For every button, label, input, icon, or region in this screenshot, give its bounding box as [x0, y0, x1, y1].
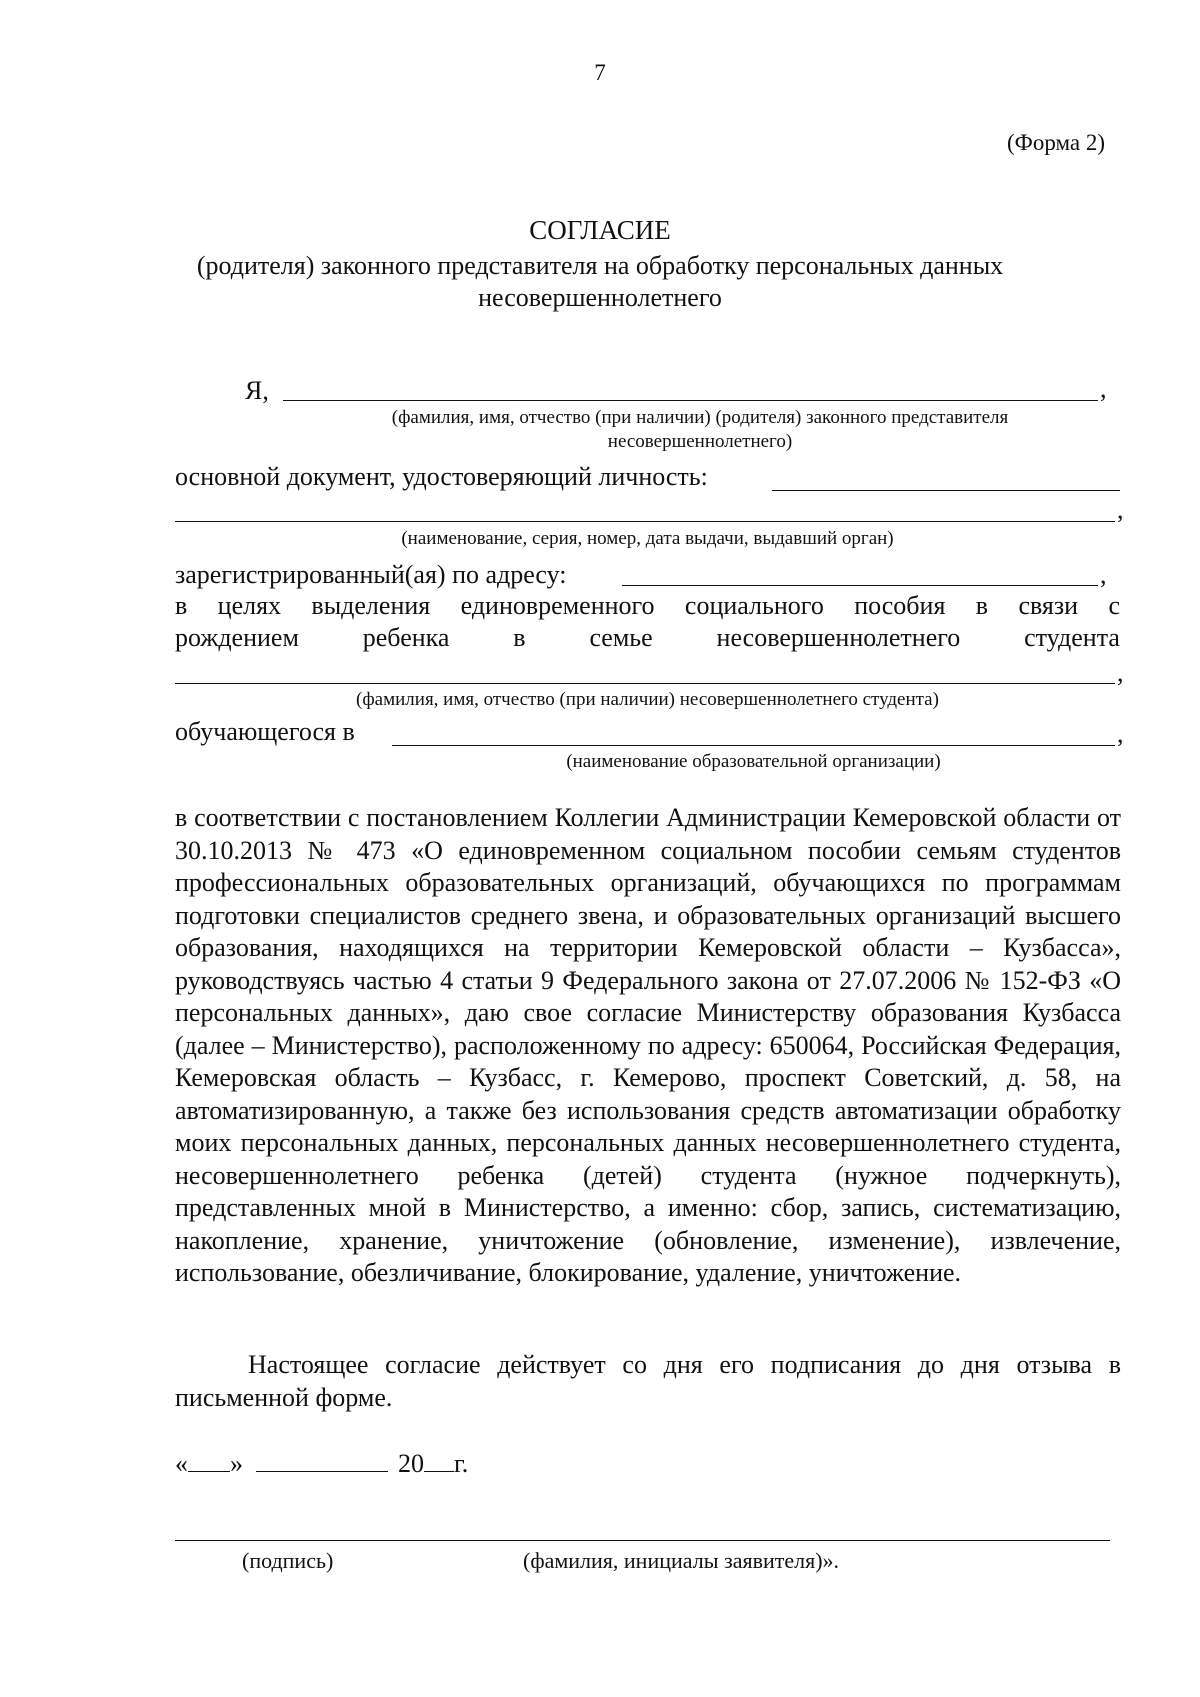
purpose-word: в — [513, 623, 526, 652]
address-field[interactable] — [622, 585, 1098, 586]
purpose-word: ребенка — [362, 623, 450, 652]
purpose-word: целях — [217, 591, 282, 620]
purpose-word: с — [1108, 591, 1120, 620]
document-subtitle — [150, 250, 1050, 314]
quote-open: « — [175, 1449, 188, 1478]
i-label: Я, — [245, 376, 269, 405]
year-field[interactable] — [424, 1449, 454, 1472]
document-field-1[interactable] — [772, 490, 1120, 491]
purpose-word: пособия — [854, 591, 946, 620]
representative-name-caption — [270, 406, 1130, 454]
purpose-line-2 — [175, 622, 1120, 654]
month-field[interactable] — [256, 1449, 388, 1472]
comma: , — [1100, 374, 1107, 403]
address-label: зарегистрированный(ая) по адресу: — [175, 560, 567, 589]
comma: , — [1117, 495, 1124, 524]
document-title: СОГЛАСИЕ — [529, 215, 671, 245]
purpose-word: студента — [1024, 623, 1120, 652]
purpose-word: в — [175, 591, 188, 620]
purpose-word: выделения — [311, 591, 431, 620]
comma: , — [1100, 560, 1107, 589]
year-prefix: 20 — [398, 1449, 424, 1478]
purpose-word: семье — [589, 623, 653, 652]
form-label: (Форма 2) — [1007, 130, 1105, 155]
caption-line: несовершеннолетнего) — [607, 431, 793, 452]
subtitle-line-2: несовершеннолетнего — [478, 283, 722, 312]
purpose-word: несовершеннолетнего — [716, 623, 961, 652]
comma: , — [1117, 719, 1124, 748]
education-organization-field[interactable] — [392, 745, 1115, 746]
validity-paragraph: Настоящее согласие действует со дня его подписания до дня отзыва в письменной форме. — [175, 1350, 1121, 1412]
subtitle-line-1: (родителя) законного представителя на обработку персональных данных — [196, 251, 1004, 280]
comma: , — [1117, 658, 1124, 687]
page-number: 7 — [594, 60, 606, 85]
applicant-name-caption: (фамилия, инициалы заявителя)». — [523, 1548, 840, 1573]
student-name-caption: (фамилия, имя, отчество (при наличии) несовершеннолетнего студента) — [356, 689, 939, 710]
caption-line: (фамилия, имя, отчество (при наличии) (родителя) законного представителя — [391, 407, 1009, 428]
signature-caption: (подпись) — [242, 1548, 334, 1573]
document-caption: (наименование, серия, номер, дата выдачи, выдавший орган) — [401, 528, 894, 549]
purpose-word: связи — [1018, 591, 1079, 620]
purpose-word: в — [975, 591, 989, 620]
quote-close: » — [230, 1449, 243, 1478]
purpose-line-1 — [175, 590, 1120, 622]
date-line — [175, 1449, 468, 1479]
study-label: обучающегося в — [175, 717, 355, 746]
document-field-2[interactable] — [175, 521, 1115, 522]
day-field[interactable] — [188, 1449, 230, 1472]
purpose-word: социального — [684, 591, 824, 620]
representative-name-field[interactable] — [283, 400, 1098, 401]
year-suffix: г. — [454, 1449, 469, 1478]
document-label: основной документ, удостоверяющий личность: — [175, 462, 708, 491]
consent-paragraph: в соответствии с постановлением Коллегии Администрации Кемеровской области от 30.10.2013 № 473 «О единовременном социальном пособии семьям студентов профессиональных образовательных организаций, обучающихся по программам подготовки специалистов среднего звена, и образовательных организаций высшего образования, находящихся на территории Кемеровской области – Кузбасса», руководствуясь частью 4 статьи 9 Федерального закона от 27.07.2006 № 152-ФЗ «О персональных данных», даю свое согласие Министерству образования Кузбасса (далее – Министерство), расположенному по адресу: 650064, Российская Федерация, Кемеровская область – Кузбасс, г. Кемерово, проспект Советский, д. 58, на автоматизированную, а также без использования средств автоматизации обработку моих персональных данных, персональных данных несовершеннолетнего студента, несовершеннолетнего ребенка (детей) студента (нужное подчеркнуть), представленных мной в Министерство, а именно: сбор, запись, систематизацию, накопление, хранение, уничтожение (обновление, изменение), извлечение, использование, обезличивание, блокирование, удаление, уничтожение. — [175, 803, 1121, 1287]
education-organization-caption: (наименование образовательной организации) — [566, 751, 941, 772]
signature-field[interactable] — [175, 1540, 1110, 1541]
purpose-word: рождением — [175, 623, 299, 652]
student-name-field[interactable] — [175, 683, 1115, 684]
purpose-word: единовременного — [460, 591, 655, 620]
